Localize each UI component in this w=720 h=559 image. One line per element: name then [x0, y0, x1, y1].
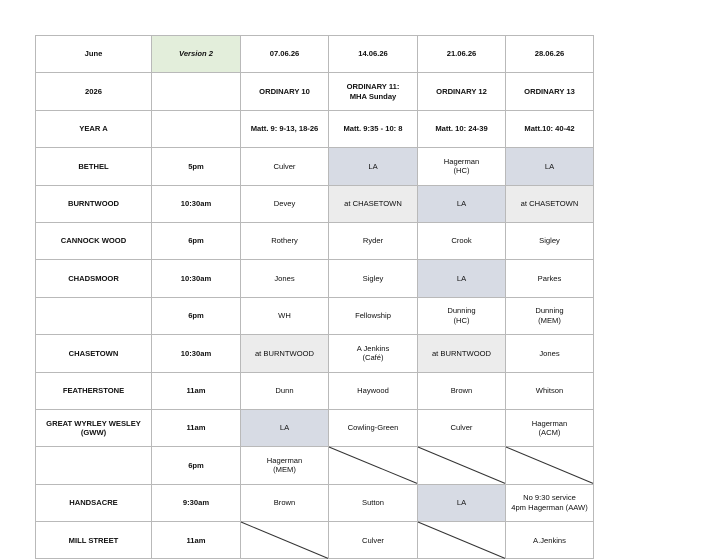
preacher-cell: Dunning (HC) — [418, 297, 506, 334]
preacher-cell: LA — [418, 260, 506, 297]
service-time-cell: 10:30am — [152, 185, 241, 222]
preacher-cell: Sigley — [329, 260, 418, 297]
preacher-cell: at BURNTWOOD — [241, 335, 329, 372]
no-service-diagonal-icon — [418, 522, 505, 558]
preacher-cell: A.Jenkins — [506, 522, 594, 559]
no-service-cell — [418, 447, 506, 484]
church-name-cell: CHADSMOOR — [36, 260, 152, 297]
church-name-cell — [36, 297, 152, 334]
preacher-cell: LA — [506, 148, 594, 185]
preacher-cell: Whitson — [506, 372, 594, 409]
preacher-cell: Jones — [506, 335, 594, 372]
no-service-diagonal-icon — [506, 447, 593, 483]
header-date-cell: ORDINARY 12 — [418, 73, 506, 110]
church-name-cell: BETHEL — [36, 148, 152, 185]
preacher-cell: Hagerman (ACM) — [506, 409, 594, 446]
no-service-cell — [241, 522, 329, 559]
preacher-cell: Fellowship — [329, 297, 418, 334]
preacher-cell: WH — [241, 297, 329, 334]
service-time-cell: 9:30am — [152, 484, 241, 521]
church-name-cell: HANDSACRE — [36, 484, 152, 521]
preacher-cell: LA — [329, 148, 418, 185]
header-label-cell: 2026 — [36, 73, 152, 110]
header-date-cell: Matt.10: 40-42 — [506, 110, 594, 147]
version-cell: Version 2 — [152, 36, 241, 73]
service-time-cell: 10:30am — [152, 260, 241, 297]
header-blank-cell — [152, 73, 241, 110]
preacher-cell: at CHASETOWN — [329, 185, 418, 222]
header-date-cell: 21.06.26 — [418, 36, 506, 73]
church-row — [36, 409, 594, 446]
no-service-diagonal-icon — [329, 447, 417, 483]
preacher-cell: Brown — [418, 372, 506, 409]
preacher-cell: at BURNTWOOD — [418, 335, 506, 372]
preacher-cell: Jones — [241, 260, 329, 297]
church-name-cell — [36, 447, 152, 484]
service-time-cell: 11am — [152, 409, 241, 446]
no-service-diagonal-icon — [241, 522, 328, 558]
church-name-cell: CANNOCK WOOD — [36, 222, 152, 259]
church-row — [36, 447, 594, 484]
preacher-cell: No 9:30 service 4pm Hagerman (AAW) — [506, 484, 594, 521]
no-service-cell — [418, 522, 506, 559]
preacher-cell: Rothery — [241, 222, 329, 259]
preacher-cell: Culver — [241, 148, 329, 185]
service-time-cell: 5pm — [152, 148, 241, 185]
church-row — [36, 297, 594, 334]
service-time-cell: 6pm — [152, 447, 241, 484]
preacher-cell: A Jenkins (Café) — [329, 335, 418, 372]
preacher-cell: Haywood — [329, 372, 418, 409]
header-date-cell: ORDINARY 13 — [506, 73, 594, 110]
preacher-cell: Ryder — [329, 222, 418, 259]
header-date-cell: ORDINARY 10 — [241, 73, 329, 110]
preacher-cell: Brown — [241, 484, 329, 521]
church-name-cell: FEATHERSTONE — [36, 372, 152, 409]
header-date-cell: Matt. 9:35 - 10: 8 — [329, 110, 418, 147]
no-service-diagonal-icon — [418, 447, 505, 483]
header-date-cell: 07.06.26 — [241, 36, 329, 73]
preacher-cell: Sigley — [506, 222, 594, 259]
preacher-cell: Hagerman (HC) — [418, 148, 506, 185]
plan-table-body — [36, 36, 594, 559]
header-blank-cell — [152, 110, 241, 147]
header-label-cell: YEAR A — [36, 110, 152, 147]
preacher-cell: Culver — [418, 409, 506, 446]
preacher-cell: Culver — [329, 522, 418, 559]
no-service-cell — [506, 447, 594, 484]
preacher-cell: Sutton — [329, 484, 418, 521]
header-date-cell: 28.06.26 — [506, 36, 594, 73]
preacher-cell: LA — [241, 409, 329, 446]
preacher-cell: Crook — [418, 222, 506, 259]
service-time-cell: 10:30am — [152, 335, 241, 372]
header-row — [36, 36, 594, 73]
service-time-cell: 6pm — [152, 297, 241, 334]
preacher-cell: LA — [418, 185, 506, 222]
header-date-cell: Matt. 9: 9-13, 18-26 — [241, 110, 329, 147]
preacher-cell: Dunning (MEM) — [506, 297, 594, 334]
church-row — [36, 222, 594, 259]
service-time-cell: 11am — [152, 522, 241, 559]
church-row — [36, 335, 594, 372]
preacher-cell: Hagerman (MEM) — [241, 447, 329, 484]
header-date-cell: Matt. 10: 24-39 — [418, 110, 506, 147]
church-name-cell: BURNTWOOD — [36, 185, 152, 222]
header-date-cell: 14.06.26 — [329, 36, 418, 73]
church-row — [36, 260, 594, 297]
preacher-cell: Devey — [241, 185, 329, 222]
preaching-plan-table — [35, 35, 594, 559]
church-name-cell: CHASETOWN — [36, 335, 152, 372]
church-row — [36, 484, 594, 521]
header-date-cell: ORDINARY 11: MHA Sunday — [329, 73, 418, 110]
service-time-cell: 11am — [152, 372, 241, 409]
preaching-plan-sheet — [35, 35, 593, 545]
header-row — [36, 110, 594, 147]
header-row — [36, 73, 594, 110]
preacher-cell: Parkes — [506, 260, 594, 297]
preacher-cell: Cowling-Green — [329, 409, 418, 446]
church-row — [36, 522, 594, 559]
church-row — [36, 372, 594, 409]
preacher-cell: Dunn — [241, 372, 329, 409]
church-name-cell: GREAT WYRLEY WESLEY (GWW) — [36, 409, 152, 446]
church-name-cell: MILL STREET — [36, 522, 152, 559]
church-row — [36, 185, 594, 222]
header-label-cell: June — [36, 36, 152, 73]
service-time-cell: 6pm — [152, 222, 241, 259]
preacher-cell: at CHASETOWN — [506, 185, 594, 222]
no-service-cell — [329, 447, 418, 484]
preacher-cell: LA — [418, 484, 506, 521]
church-row — [36, 148, 594, 185]
